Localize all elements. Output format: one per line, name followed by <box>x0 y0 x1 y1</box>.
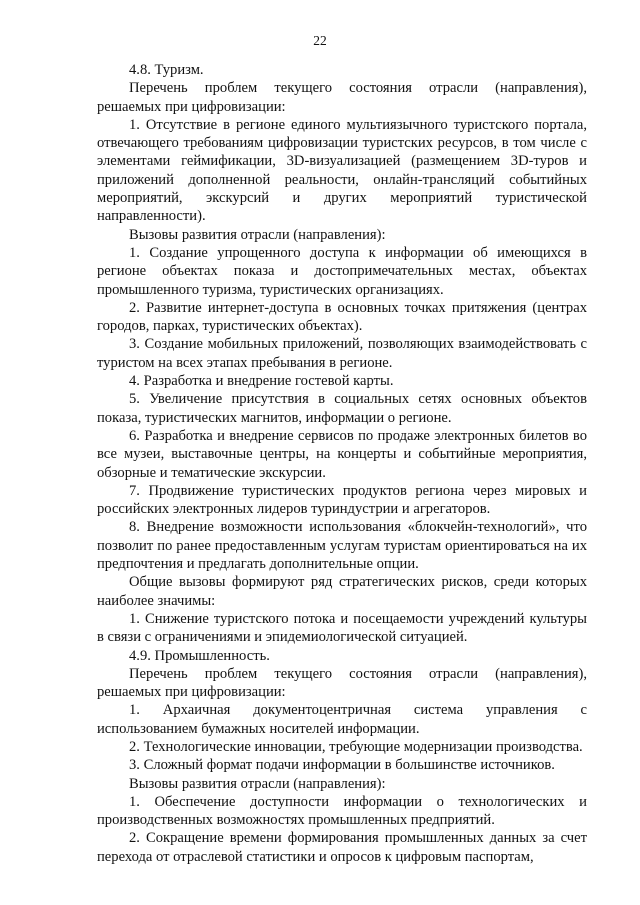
paragraph: Перечень проблем текущего состояния отрасли (направления), решаемых при цифровизации: <box>97 80 587 115</box>
paragraph: 4. Разработка и внедрение гостевой карты. <box>129 373 394 390</box>
paragraph: 7. Продвижение туристических продуктов региона через мировых и российских электронных лидеров туриндустрии и агрегаторов. <box>97 482 587 518</box>
document-body <box>97 61 587 866</box>
section-heading-tourism: 4.8. Туризм. <box>129 62 204 78</box>
paragraph: 1. Отсутствие в регионе единого мультиязычного туристского портала, отвечающего требованиям цифровизации туристских ресурсов, в том числе с элементами геймификации, 3D-визуализацией (размещением 3D-туров и приложений дополненной реальности, онлайн-трансляций событийных мероприятий, экскурсий и других мероприятий туристической направленности). <box>97 116 587 225</box>
paragraph: 1. Архаичная документоцентричная система управления с использованием бумажных носителей информации. <box>97 702 587 737</box>
paragraph: 3. Сложный формат подачи информации в большинстве источников. <box>129 757 555 774</box>
paragraph: 1. Снижение туристского потока и посещаемости учреждений культуры в связи с ограничениями и эпидемиологической ситуацией. <box>97 610 587 646</box>
paragraph: 2. Сокращение времени формирования промышленных данных за счет перехода от отраслевой статистики и опросов к цифровым паспортам, <box>97 830 587 865</box>
paragraph: Перечень проблем текущего состояния отрасли (направления), решаемых при цифровизации: <box>97 665 587 701</box>
section-heading-industry: 4.9. Промышленность. <box>129 647 270 664</box>
paragraph: Вызовы развития отрасли (направления): <box>129 226 386 243</box>
paragraph: 1. Создание упрощенного доступа к информации об имеющихся в регионе объектах показа и достопримечательных местах, объектах промышленного туризма, туристических организациях. <box>97 244 587 298</box>
paragraph: 5. Увеличение присутствия в социальных сетях основных объектов показа, туристических магнитов, информации о регионе. <box>97 391 587 426</box>
paragraph: 3. Создание мобильных приложений, позволяющих взаимодействовать с туристом на всех этапах пребывания в регионе. <box>97 336 587 371</box>
paragraph: 6. Разработка и внедрение сервисов по продаже электронных билетов во все музеи, выставочные центры, на концерты и событийные мероприятия, обзорные и тематические экскурсии. <box>97 427 587 481</box>
page-number: 22 <box>313 33 327 48</box>
paragraph: Вызовы развития отрасли (направления): <box>129 775 386 792</box>
paragraph: 8. Внедрение возможности использования «блокчейн-технологий», что позволит по ранее предоставленным услугам туристам ориентироваться на их предпочтения и предлагать дополнительные опции. <box>97 519 587 573</box>
paragraph: 1. Обеспечение доступности информации о технологических и производственных возможностях промышленных предприятий. <box>97 793 587 829</box>
paragraph: Общие вызовы формируют ряд стратегических рисков, среди которых наиболее значимы: <box>97 574 587 609</box>
paragraph: 2. Развитие интернет-доступа в основных точках притяжения (центрах городов, парках, туристических объектах). <box>97 299 587 335</box>
paragraph: 2. Технологические инновации, требующие модернизации производства. <box>129 738 583 755</box>
